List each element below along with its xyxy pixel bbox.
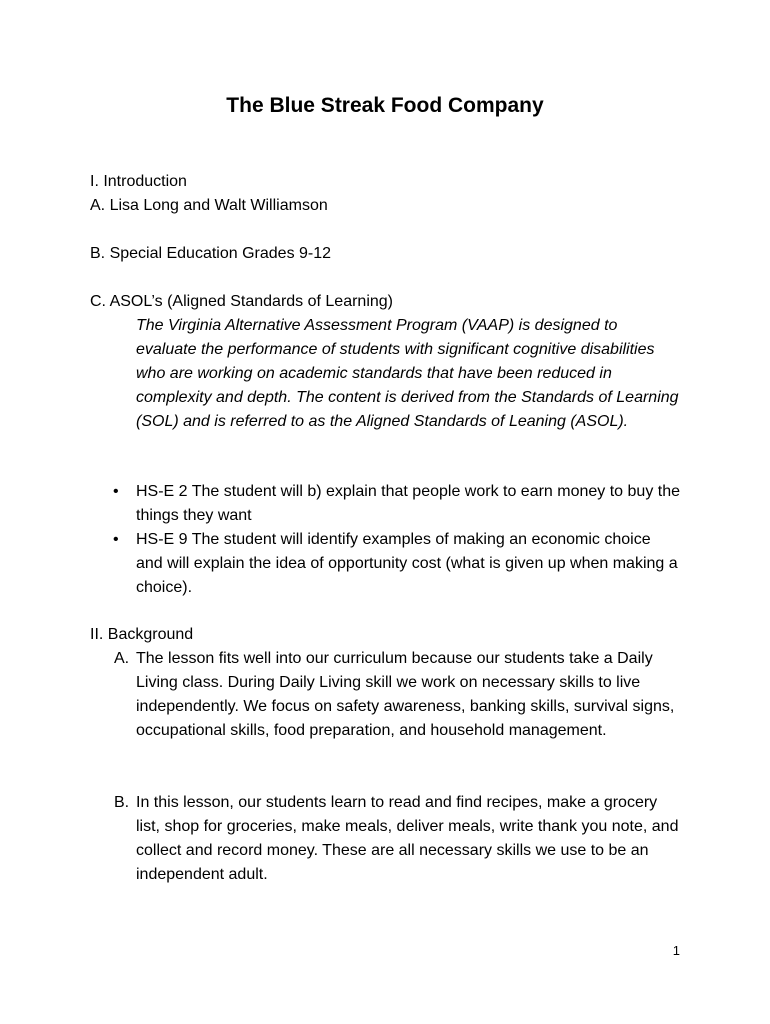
asol-description: The Virginia Alternative Assessment Program (VAAP) is designed to evaluate the performance of students with significant cognitive disabilities who are working on academic standards that have been reduced in complexity and depth. The content is derived from the Standards of Learning (SOL) and is referred to as the Aligned Standards of Leaning (ASOL). <box>136 317 679 430</box>
document-title: The Blue Streak Food Company <box>226 94 544 117</box>
bullet-marker-2: • <box>113 531 119 548</box>
background-item-b-letter: B. <box>114 794 130 811</box>
background-item-a-letter: A. <box>114 650 130 667</box>
page-number: 1 <box>672 943 680 958</box>
bullet-marker-1: • <box>113 483 119 500</box>
intro-item-c: C. ASOL’s (Aligned Standards of Learning) <box>90 293 393 310</box>
bullet-item-1: HS-E 2 The student will b) explain that people work to earn money to buy the things they want <box>136 483 681 524</box>
bullet-item-2: HS-E 9 The student will identify examples of making an economic choice and will explain the idea of opportunity cost (what is given up when making a choice). <box>136 531 678 596</box>
background-item-a-text: The lesson fits well into our curriculum because our students take a Daily Living class. During Daily Living skill we work on necessary skills to live independently. We focus on safety awareness, banking skills, survival signs, occupational skills, food preparation, and household management. <box>136 650 675 739</box>
intro-item-a: A. Lisa Long and Walt Williamson <box>90 197 328 214</box>
intro-item-b: B. Special Education Grades 9-12 <box>90 245 332 262</box>
background-item-b-text: In this lesson, our students learn to read and find recipes, make a grocery list, shop for groceries, make meals, deliver meals, write thank you note, and collect and record money. These are all necessary skills we use to be an independent adult. <box>136 794 679 883</box>
section-heading-background: II. Background <box>90 626 194 643</box>
section-heading-introduction: I. Introduction <box>90 173 187 190</box>
